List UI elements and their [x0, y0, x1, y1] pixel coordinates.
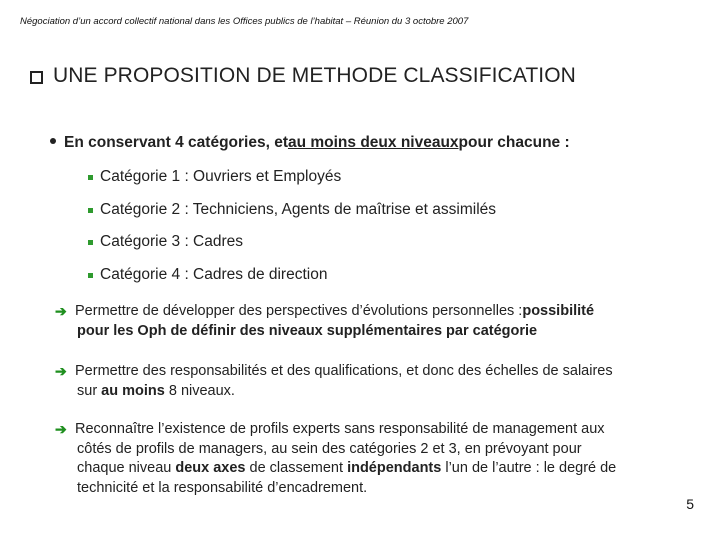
- point-1-bold: possibilité: [522, 303, 595, 319]
- point-2: [55, 362, 613, 401]
- point-1: [55, 302, 594, 341]
- square-bullet-icon: [88, 208, 93, 213]
- category-label: Catégorie 3 : Cadres: [100, 233, 244, 250]
- point-3-text-a: chaque niveau: [77, 460, 176, 476]
- point-3-line-4: technicité et la responsabilité d’encadrement.: [77, 479, 368, 496]
- square-bullet-icon: [88, 175, 93, 180]
- point-3-bold-independent: indépendants: [347, 460, 442, 476]
- point-1-continuation: pour les Oph de définir des niveaux supplémentaires par catégorie: [77, 322, 538, 339]
- category-list: [88, 168, 496, 298]
- lead-text-before: En conservant 4 catégories, et: [64, 134, 288, 151]
- point-1-text: Permettre de développer des perspectives d’évolutions personnelles :: [75, 303, 523, 319]
- point-2-bold: au moins: [101, 382, 165, 399]
- list-item: [88, 233, 496, 266]
- right-arrow-icon: ➔: [55, 363, 67, 379]
- lead-text-after: pour chacune :: [458, 134, 570, 151]
- point-3-text-e: l’un de l’autre : le degré de: [441, 460, 617, 476]
- checkbox-square-icon: [30, 71, 43, 84]
- document-header: Négociation d’un accord collectif national dans les Offices publics de l’habitat – Réunion du 3 octobre 2007: [20, 16, 469, 27]
- list-item: [88, 201, 496, 234]
- title-row: [30, 64, 576, 88]
- point-2-continuation: [55, 382, 613, 402]
- list-item: [88, 266, 496, 299]
- list-item: [88, 168, 496, 201]
- point-3-line-2: côtés de profils de managers, au sein des catégories 2 et 3, en prévoyant pour: [77, 440, 582, 457]
- category-label: Catégorie 4 : Cadres de direction: [100, 265, 328, 283]
- category-label: Catégorie 1 : Ouvriers et Employés: [100, 168, 342, 185]
- lead-bullet: [50, 134, 570, 152]
- point-3-line-1: Reconnaître l’existence de profils experts sans responsabilité de management aux: [75, 421, 605, 437]
- slide-title: UNE PROPOSITION DE METHODE CLASSIFICATION: [53, 64, 576, 87]
- right-arrow-icon: ➔: [55, 421, 67, 437]
- page-number: 5: [686, 496, 694, 512]
- point-2-text-d: 8 niveaux.: [164, 382, 235, 399]
- square-bullet-icon: [88, 240, 93, 245]
- point-3-line-3: [55, 459, 616, 479]
- right-arrow-icon: ➔: [55, 303, 67, 319]
- category-label: Catégorie 2 : Techniciens, Agents de maîtrise et assimilés: [100, 200, 497, 218]
- point-2-text: Permettre des responsabilités et des qualifications, et donc des échelles de salaires: [75, 363, 613, 379]
- point-3-bold-axes: deux axes: [175, 460, 246, 476]
- square-bullet-icon: [88, 273, 93, 278]
- point-3-text-c: de classement: [245, 460, 348, 476]
- bullet-dot-icon: [50, 138, 56, 144]
- point-2-text-b: sur: [77, 382, 102, 399]
- lead-text-underlined: au moins deux niveaux: [287, 134, 459, 151]
- point-3: [55, 420, 616, 498]
